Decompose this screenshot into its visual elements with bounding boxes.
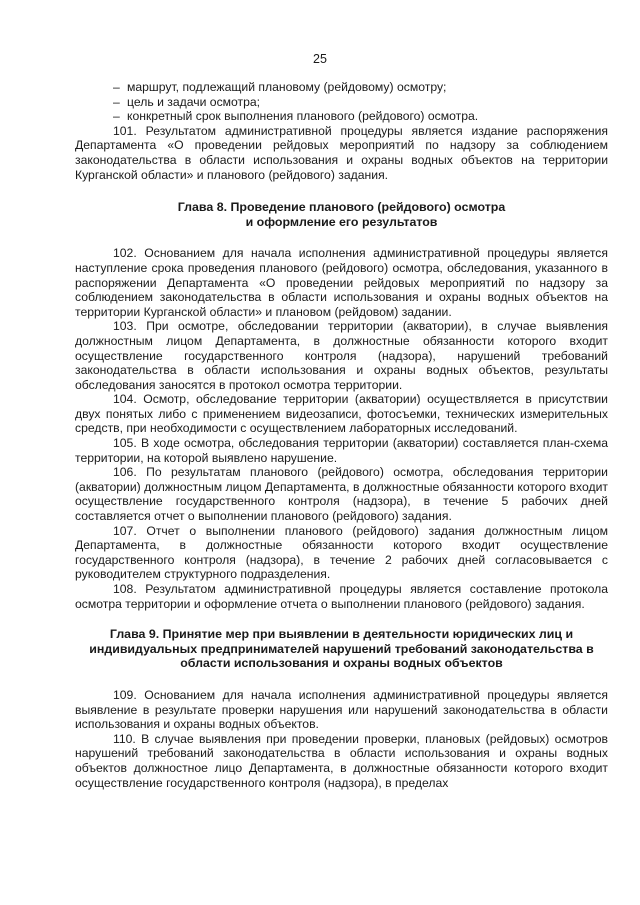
page-number: 25 <box>313 52 327 66</box>
paragraph-107: 107. Отчет о выполнении планового (рейдового) задания должностным лицом Департамента, в должностные обязанности которого входит осуществление государственного контроля (надзора), в течение 2 рабочих дней согласовывается с руководителем структурного подразделения. <box>75 523 608 582</box>
paragraph-103: 103. При осмотре, обследовании территории (акватории), в случае выявления должностным лицом Департамента, в должностные обязанности которого входит осуществление государственного контроля (надзора), нарушений требований законодательства в области использования и охраны водных объектов, результаты обследования заносятся в протокол осмотра территории. <box>75 319 608 392</box>
dash-bullet: – <box>113 94 120 109</box>
paragraph-104: 104. Осмотр, обследование территории (акватории) осуществляется в присутствии двух понятых либо с применением видеозаписи, фотосъемки, технических измерительных средств, при необходимости с осуществлением лабораторных исследований. <box>75 392 608 436</box>
dash-bullet: – <box>113 109 120 124</box>
paragraph-108: 108. Результатом административной процедуры является составление протокола осмотра территории и оформление отчета о выполнении планового (рейдового) задания. <box>75 582 608 611</box>
page-content <box>75 80 608 790</box>
list-item: – конкретный срок выполнения планового (рейдового) осмотра. <box>113 109 479 124</box>
paragraph-105: 105. В ходе осмотра, обследования территории (акватории) составляется план-схема территории, на которой выявлено нарушение. <box>75 436 608 465</box>
dash-bullet: – <box>113 80 120 94</box>
paragraph-109: 109. Основанием для начала исполнения административной процедуры является выявление в результате проверки нарушения или нарушений законодательства в области использования и охраны водных объектов. <box>75 687 608 732</box>
paragraph-101: 101. Результатом административной процедуры является издание распоряжения Департамента «О проведении рейдовых мероприятий по надзору за соблюдением законодательства в области использования и охраны водных объектов на территории Курганской области» и планового (рейдового) задания. <box>75 123 608 182</box>
list-item: – цель и задачи осмотра; <box>113 94 261 109</box>
paragraph-102: 102. Основанием для начала исполнения административной процедуры является наступление срока проведения планового (рейдового) осмотра, обследования, указанного в распоряжении Департамента «О проведении рейдовых мероприятий по надзору за соблюдением законодательства в области использования и охраны водных объектов на территории Курганской области» и плановом (рейдовом) задании. <box>75 246 608 319</box>
paragraph-106: 106. По результатам планового (рейдового) осмотра, обследования территории (акватории) должностным лицом Департамента, в должностные обязанности которого входит осуществление государственного контроля (надзора), в течение 5 рабочих дней составляется отчет о выполнении планового (рейдового) задания. <box>75 465 608 524</box>
paragraph-110: 110. В случае выявления при проведении проверки, плановых (рейдовых) осмотров нарушений требований законодательства в области использования и охраны водных объектов должностное лицо Департамента, в должностные обязанности которого входит осуществление государственного контроля (надзора), в пределах <box>75 731 608 790</box>
list-item: – маршрут, подлежащий плановому (рейдовому) осмотру; <box>113 80 447 94</box>
chapter-9-heading: Глава 9. Принятие мер при выявлении в деятельности юридических лиц и индивидуальных предпринимателей нарушений требований законодательства в области использования и охраны водных объектов <box>89 627 594 671</box>
chapter-8-heading: Глава 8. Проведение планового (рейдового) осмотра и оформление его результатов <box>177 200 506 229</box>
